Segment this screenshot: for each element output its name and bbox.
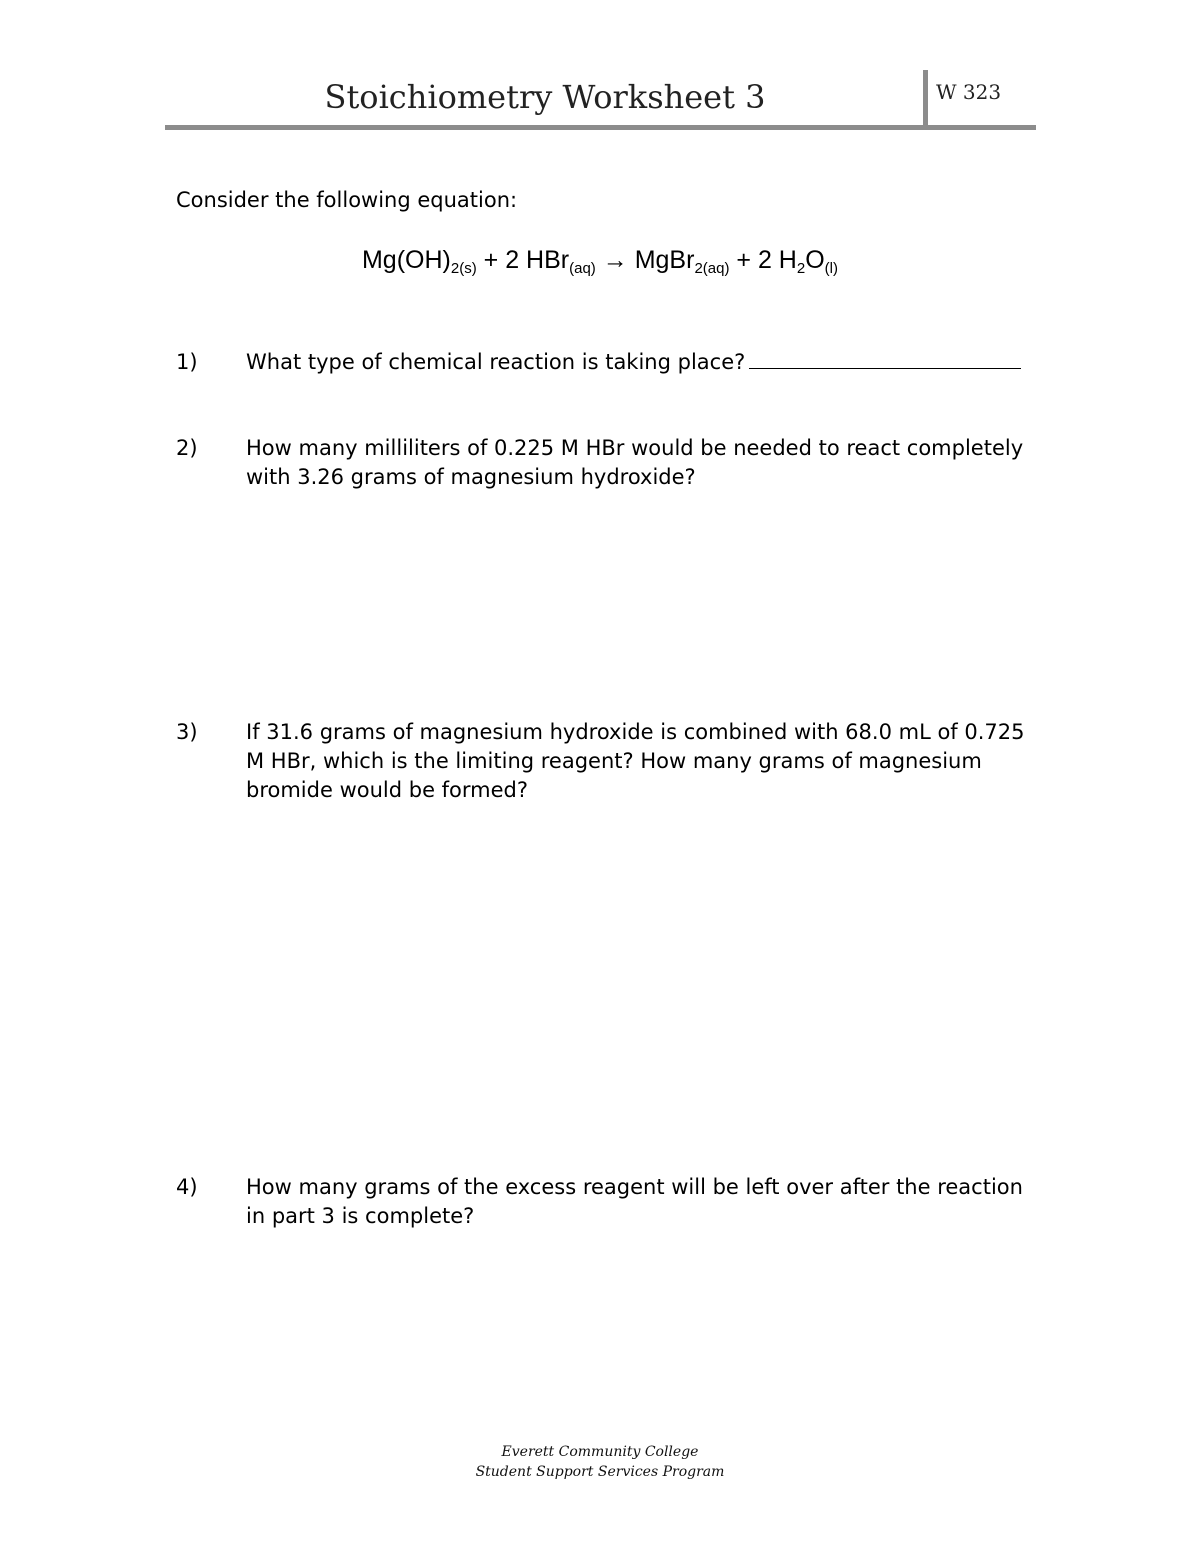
eq-water-state: (l): [824, 260, 838, 277]
question-number: 1): [176, 350, 198, 374]
question-number: 4): [176, 1175, 198, 1199]
chemical-equation: [0, 246, 1200, 277]
page-title: Stoichiometry Worksheet 3: [324, 78, 766, 116]
question-3: [176, 718, 1036, 805]
question-text: What type of chemical reaction is taking place?: [246, 350, 746, 374]
eq-hbr-state: (aq): [569, 260, 596, 277]
question-4: [176, 1173, 1036, 1231]
question-text: If 31.6 grams of magnesium hydroxide is combined with 68.0 mL of 0.725 M HBr, which is the limiting reagent? How many grams of magnesium bromide would be formed?: [246, 720, 1025, 802]
eq-arrow-mgbr: → MgBr: [595, 246, 695, 274]
eq-mgoh: Mg(OH): [361, 246, 451, 274]
page-footer: [0, 1442, 1200, 1482]
worksheet-code: W 323: [936, 80, 1002, 104]
eq-mgbr-state: 2(aq): [694, 260, 730, 277]
question-1: [176, 348, 1036, 377]
answer-blank[interactable]: [749, 350, 1021, 369]
question-text: How many grams of the excess reagent will be left over after the reaction in part 3 is complete?: [246, 1175, 1023, 1228]
header-divider-vertical: [923, 70, 928, 128]
header-divider-horizontal: [165, 125, 1036, 130]
question-number: 2): [176, 436, 198, 460]
footer-institution: Everett Community College: [501, 1444, 699, 1460]
question-2: [176, 434, 1036, 492]
eq-water-h-sub: 2: [796, 260, 806, 277]
eq-water-h: + 2 H: [729, 246, 797, 274]
question-text: How many milliliters of 0.225 M HBr would be needed to react completely with 3.26 grams of magnesium hydroxide?: [246, 436, 1024, 489]
intro-text: Consider the following equation:: [176, 188, 518, 212]
question-number: 3): [176, 720, 198, 744]
footer-program: Student Support Services Program: [475, 1464, 725, 1480]
eq-hbr: + 2 HBr: [476, 246, 570, 274]
eq-water-o: O: [805, 246, 825, 274]
eq-mgoh-state: 2(s): [450, 260, 477, 277]
